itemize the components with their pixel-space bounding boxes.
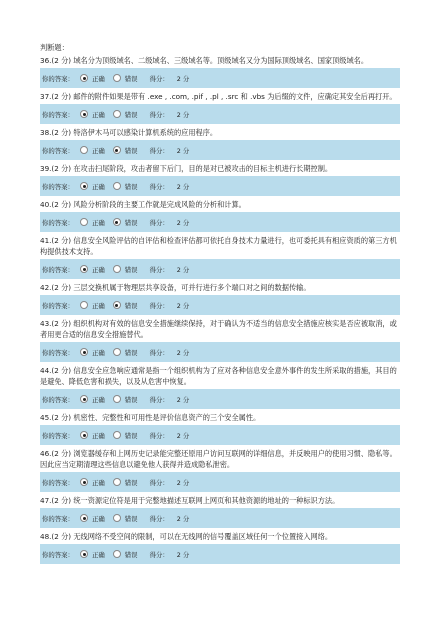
answer-row (40, 212, 400, 232)
radio-wrong[interactable] (113, 431, 121, 439)
question-item (40, 235, 400, 279)
answer-row (40, 544, 400, 564)
radio-correct[interactable] (80, 395, 88, 403)
radio-correct[interactable] (80, 478, 88, 486)
question-text: 44.(2 分) 信息安全应急响应通常是指一个组织机构为了应对各种信息安全意外事件的发生所采取的措施，其目的是避免、降低危害和损失，以及从危害中恢复。 (40, 366, 397, 386)
answer-label: 你的答案： (42, 265, 74, 274)
question-item (40, 531, 400, 564)
option-wrong-label: 错误 (124, 431, 138, 440)
score-value: 2 分 (176, 348, 190, 357)
answer-row (40, 140, 400, 160)
option-correct-label: 正确 (92, 265, 105, 274)
score-label: 得分： (149, 218, 169, 227)
option-correct-label: 正确 (92, 431, 105, 440)
question-text: 40.(2 分) 风险分析阶段的主要工作就是完成风险的分析和计算。 (40, 200, 246, 209)
option-correct[interactable] (80, 348, 107, 357)
score-label: 得分： (149, 348, 169, 357)
answer-row (40, 104, 400, 124)
option-wrong[interactable] (113, 514, 140, 523)
option-correct-label: 正确 (92, 348, 105, 357)
answer-label: 你的答案： (42, 514, 74, 523)
option-wrong-label: 错误 (124, 110, 138, 119)
question-text: 47.(2 分) 统一资源定位符是用于完整地描述互联网上网页和其他资源的地址的一种标识方法。 (40, 496, 340, 505)
score-value: 2 分 (176, 182, 190, 191)
option-wrong-label: 错误 (124, 348, 138, 357)
question-text: 46.(2 分) 浏览器缓存和上网历史记录能完整还原用户访问互联网的详细信息，并反映用户的使用习惯、隐私等。因此应当定期清理这些信息以避免他人获得并造成隐私泄密。 (40, 449, 397, 469)
option-wrong-label: 错误 (124, 74, 138, 83)
score-label: 得分： (149, 301, 169, 310)
option-correct[interactable] (80, 146, 107, 155)
radio-wrong[interactable] (113, 348, 121, 356)
radio-wrong[interactable] (113, 550, 121, 558)
score-value: 2 分 (176, 550, 190, 559)
answer-row (40, 259, 400, 279)
option-correct-label: 正确 (92, 301, 105, 310)
option-wrong-label: 错误 (124, 146, 138, 155)
radio-correct[interactable] (80, 146, 88, 154)
radio-correct[interactable] (80, 265, 88, 273)
score-label: 得分： (149, 146, 169, 155)
option-wrong[interactable] (113, 74, 140, 83)
question-text: 37.(2 分) 邮件的附件如果是带有 .exe , .com, .pif , .pl , .src 和 .vbs 为后缀的文件，应确定其安全后再打开。 (40, 92, 397, 101)
radio-wrong[interactable] (113, 265, 121, 273)
radio-correct[interactable] (80, 550, 88, 558)
option-wrong-label: 错误 (124, 395, 138, 404)
option-wrong[interactable] (113, 550, 140, 559)
question-item (40, 55, 400, 88)
score-label: 得分： (149, 74, 169, 83)
option-wrong-label: 错误 (124, 218, 138, 227)
option-correct-label: 正确 (92, 146, 105, 155)
radio-correct[interactable] (80, 74, 88, 82)
option-wrong[interactable] (113, 395, 140, 404)
question-item (40, 282, 400, 315)
exam-page (40, 42, 400, 567)
answer-label: 你的答案： (42, 348, 74, 357)
radio-wrong[interactable] (113, 182, 121, 190)
answer-label: 你的答案： (42, 110, 74, 119)
question-list (40, 55, 400, 564)
answer-label: 你的答案： (42, 550, 74, 559)
section-title: 判断题： (40, 43, 69, 52)
answer-label: 你的答案： (42, 301, 74, 310)
option-correct[interactable] (80, 74, 107, 83)
option-correct-label: 正确 (92, 218, 105, 227)
option-correct[interactable] (80, 395, 107, 404)
option-wrong-label: 错误 (124, 514, 138, 523)
option-correct-label: 正确 (92, 478, 105, 487)
radio-correct[interactable] (80, 301, 88, 309)
radio-wrong[interactable] (113, 514, 121, 522)
option-correct[interactable] (80, 301, 107, 310)
option-wrong[interactable] (113, 182, 140, 191)
score-label: 得分： (149, 550, 169, 559)
question-text: 39.(2 分) 在攻击扫尾阶段，攻击者留下后门，目的是对已被攻击的目标主机进行长期控制。 (40, 164, 333, 173)
question-text: 38.(2 分) 特洛伊木马可以感染计算机系统的应用程序。 (40, 128, 218, 137)
option-correct[interactable] (80, 514, 107, 523)
question-item (40, 495, 400, 528)
option-wrong-label: 错误 (124, 478, 138, 487)
score-label: 得分： (149, 265, 169, 274)
radio-correct[interactable] (80, 431, 88, 439)
question-text: 45.(2 分) 机密性、完整性和可用性是评价信息资产的三个安全属性。 (40, 413, 261, 422)
score-label: 得分： (149, 478, 169, 487)
question-item (40, 318, 400, 362)
radio-wrong[interactable] (113, 301, 121, 309)
score-value: 2 分 (176, 146, 190, 155)
radio-wrong[interactable] (113, 74, 121, 82)
answer-row (40, 389, 400, 409)
answer-row (40, 472, 400, 492)
question-item (40, 412, 400, 445)
option-correct-label: 正确 (92, 182, 105, 191)
radio-correct[interactable] (80, 110, 88, 118)
score-value: 2 分 (176, 265, 190, 274)
answer-label: 你的答案： (42, 74, 74, 83)
radio-correct[interactable] (80, 182, 88, 190)
answer-row (40, 508, 400, 528)
option-wrong[interactable] (113, 348, 140, 357)
option-wrong[interactable] (113, 218, 140, 227)
answer-row (40, 425, 400, 445)
radio-correct[interactable] (80, 514, 88, 522)
question-text: 36.(2 分) 域名分为顶级域名、二级域名、三级域名等。顶级域名又分为国际顶级域名、国家顶级域名。 (40, 56, 369, 65)
option-wrong[interactable] (113, 301, 140, 310)
option-wrong-label: 错误 (124, 182, 138, 191)
score-value: 2 分 (176, 431, 190, 440)
option-correct[interactable] (80, 431, 107, 440)
question-item (40, 365, 400, 409)
score-value: 2 分 (176, 74, 190, 83)
option-correct[interactable] (80, 218, 107, 227)
option-correct-label: 正确 (92, 110, 105, 119)
option-correct[interactable] (80, 110, 107, 119)
option-wrong[interactable] (113, 110, 140, 119)
score-label: 得分： (149, 514, 169, 523)
option-correct[interactable] (80, 265, 107, 274)
answer-label: 你的答案： (42, 218, 74, 227)
option-correct[interactable] (80, 182, 107, 191)
score-value: 2 分 (176, 395, 190, 404)
radio-wrong[interactable] (113, 395, 121, 403)
question-text: 41.(2 分) 信息安全风险评估的自评估和检查评估都可依托自身技术力量进行，也可委托具有相应资质的第三方机构提供技术支持。 (40, 236, 397, 256)
answer-label: 你的答案： (42, 146, 74, 155)
option-wrong-label: 错误 (124, 550, 138, 559)
score-label: 得分： (149, 182, 169, 191)
option-wrong-label: 错误 (124, 265, 138, 274)
question-item (40, 199, 400, 232)
score-value: 2 分 (176, 218, 190, 227)
option-wrong[interactable] (113, 478, 140, 487)
score-label: 得分： (149, 395, 169, 404)
answer-label: 你的答案： (42, 431, 74, 440)
radio-wrong[interactable] (113, 146, 121, 154)
score-value: 2 分 (176, 110, 190, 119)
question-item (40, 163, 400, 196)
option-correct-label: 正确 (92, 395, 105, 404)
question-item (40, 91, 400, 124)
radio-correct[interactable] (80, 218, 88, 226)
radio-correct[interactable] (80, 348, 88, 356)
question-text: 48.(2 分) 无线网络不受空间的限制，可以在无线网的信号覆盖区域任何一个位置接入网络。 (40, 532, 333, 541)
option-correct-label: 正确 (92, 514, 105, 523)
score-value: 2 分 (176, 514, 190, 523)
score-label: 得分： (149, 431, 169, 440)
option-wrong[interactable] (113, 431, 140, 440)
question-item (40, 127, 400, 160)
score-value: 2 分 (176, 301, 190, 310)
option-correct[interactable] (80, 478, 107, 487)
radio-wrong[interactable] (113, 110, 121, 118)
option-wrong[interactable] (113, 146, 140, 155)
answer-row (40, 68, 400, 88)
option-wrong-label: 错误 (124, 301, 138, 310)
answer-label: 你的答案： (42, 395, 74, 404)
score-value: 2 分 (176, 478, 190, 487)
question-text: 42.(2 分) 三层交换机属于物理层共享设备，可并行进行多个端口对之间的数据传输。 (40, 283, 311, 292)
answer-label: 你的答案： (42, 182, 74, 191)
radio-wrong[interactable] (113, 478, 121, 486)
question-item (40, 448, 400, 492)
option-wrong[interactable] (113, 265, 140, 274)
question-text: 43.(2 分) 组织机构对有效的信息安全措施继续保持，对于确认为不适当的信息安全措施应核实是否应被取消，或者用更合适的信息安全措施替代。 (40, 319, 397, 339)
answer-row (40, 342, 400, 362)
answer-label: 你的答案： (42, 478, 74, 487)
option-correct-label: 正确 (92, 74, 105, 83)
score-label: 得分： (149, 110, 169, 119)
answer-row (40, 295, 400, 315)
option-correct-label: 正确 (92, 550, 105, 559)
answer-row (40, 176, 400, 196)
radio-wrong[interactable] (113, 218, 121, 226)
option-correct[interactable] (80, 550, 107, 559)
